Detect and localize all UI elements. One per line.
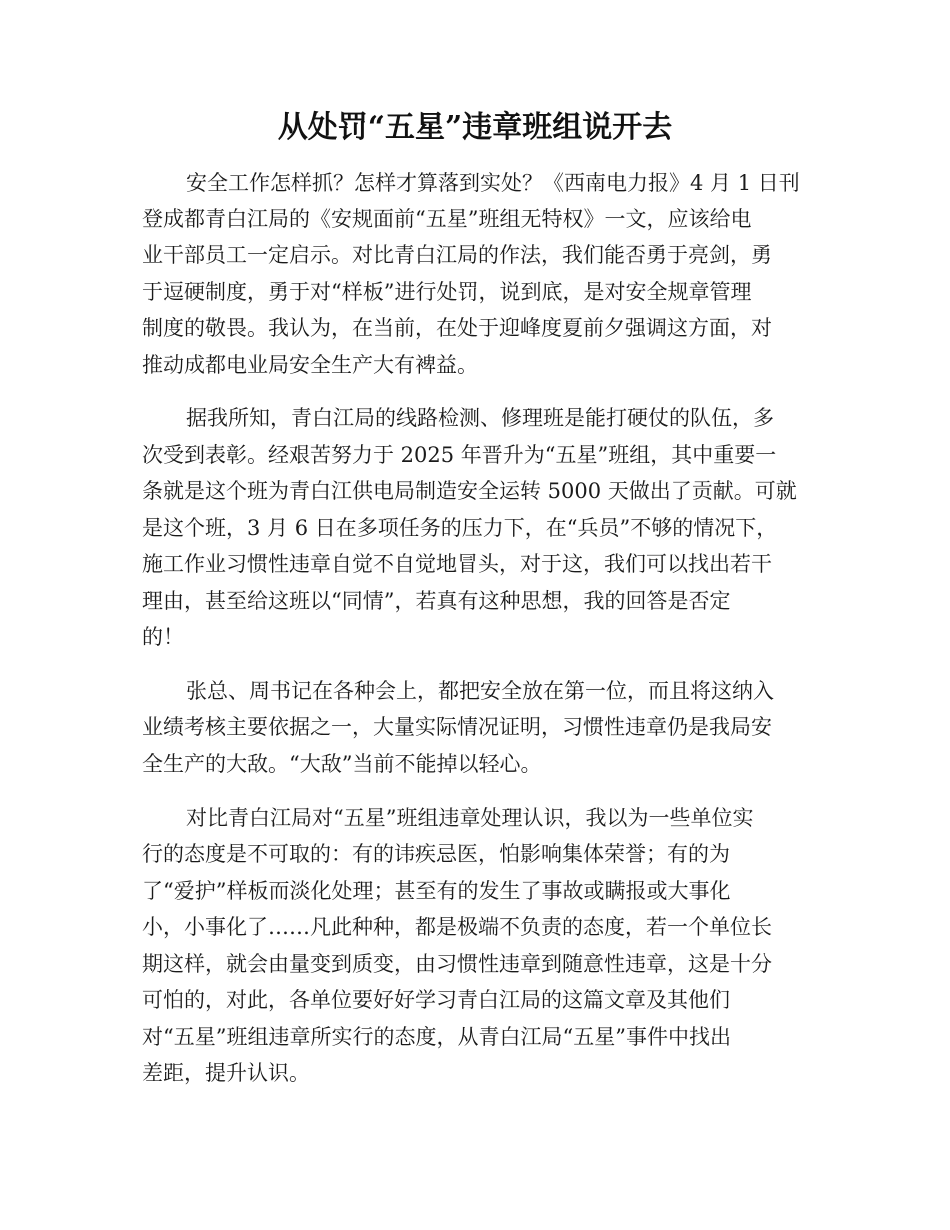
paragraph-3-line-1: 张总、周书记在各种会上，都把安全放在第一位，而且将这纳入 <box>186 679 774 703</box>
paragraph-3-line-2: 业绩考核主要依据之一，大量实际情况证明，习惯性违章仍是我局安 <box>142 715 772 739</box>
document-title: 从处罚“五星”违章班组说开去 <box>277 110 673 145</box>
paragraph-1-line-5: 制度的敬畏。我认为，在当前，在处于迎峰度夏前夕强调这方面，对 <box>142 316 772 340</box>
paragraph-4-line-8: 差距，提升认识。 <box>142 1061 310 1085</box>
paragraph-1-line-2: 登成都青白江局的《安规面前“五星”班组无特权》一文，应该给电 <box>142 207 752 231</box>
paragraph-2-line-2: 次受到表彰。经艰苦努力于 2025 年晋升为“五星”班组，其中重要一 <box>142 443 777 467</box>
paragraph-2-line-3: 条就是这个班为青白江供电局制造安全运转 5000 天做出了贡献。可就 <box>142 479 797 503</box>
paragraph-2-line-4: 是这个班，3 月 6 日在多项任务的压力下，在“兵员”不够的情况下， <box>142 516 778 540</box>
paragraph-2-line-5: 施工作业习惯性违章自觉不自觉地冒头，对于这，我们可以找出若干 <box>142 552 772 576</box>
paragraph-2-line-7: 的！ <box>142 625 184 649</box>
paragraph-4-line-7: 对“五星”班组违章所实行的态度，从青白江局“五星”事件中找出 <box>142 1025 731 1049</box>
paragraph-4-line-6: 可怕的，对此，各单位要好好学习青白江局的这篇文章及其他们 <box>142 988 730 1012</box>
paragraph-4-line-3: 了“爱护”样板而淡化处理；甚至有的发生了事故或瞒报或大事化 <box>142 879 731 903</box>
paragraph-1-line-4: 于逗硬制度，勇于对“样板”进行处罚，说到底，是对安全规章管理 <box>142 280 752 304</box>
paragraph-4-line-4: 小，小事化了……凡此种种，都是极端不负责的态度，若一个单位长 <box>142 915 772 939</box>
paragraph-2-line-6: 理由，甚至给这班以“同情”，若真有这种思想，我的回答是否定 <box>142 589 731 613</box>
paragraph-4-line-5: 期这样，就会由量变到质变，由习惯性违章到随意性违章，这是十分 <box>142 952 772 976</box>
paragraph-4-line-1: 对比青白江局对“五星”班组违章处理认识，我以为一些单位实 <box>186 806 754 830</box>
paragraph-4-line-2: 行的态度是不可取的：有的讳疾忌医，怕影响集体荣誉；有的为 <box>142 842 730 866</box>
paragraph-1-line-1: 安全工作怎样抓？怎样才算落到实处？《西南电力报》4 月 1 日刊 <box>186 171 800 195</box>
paragraph-1-line-6: 推动成都电业局安全生产大有裨益。 <box>142 353 478 377</box>
paragraph-3-line-3: 全生产的大敌。“大敌”当前不能掉以轻心。 <box>142 752 542 776</box>
paragraph-1-line-3: 业干部员工一定启示。对比青白江局的作法，我们能否勇于亮剑，勇 <box>142 243 772 267</box>
paragraph-2-line-1: 据我所知，青白江局的线路检测、修理班是能打硬仗的队伍，多 <box>186 406 774 430</box>
